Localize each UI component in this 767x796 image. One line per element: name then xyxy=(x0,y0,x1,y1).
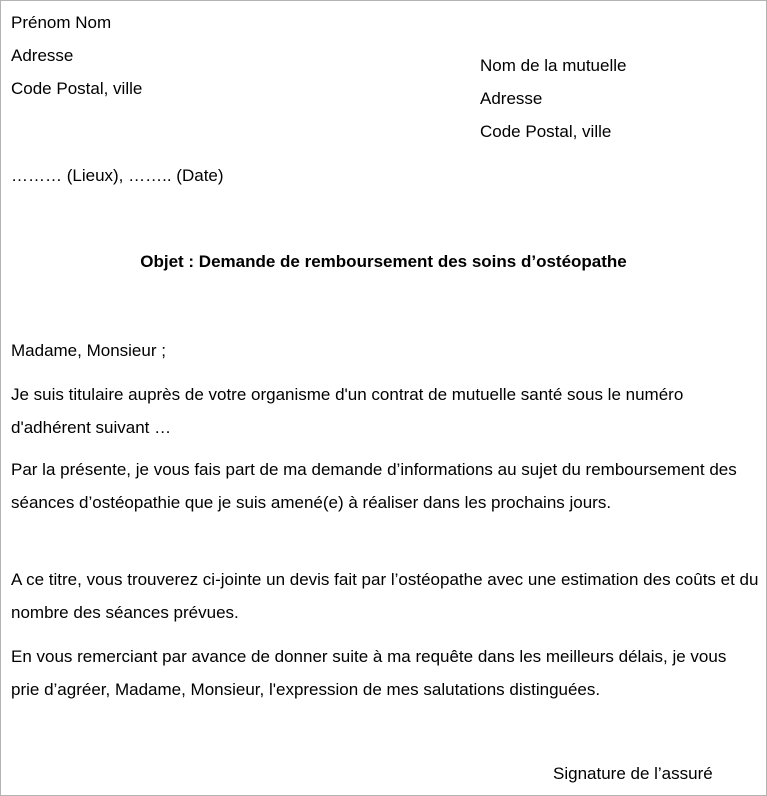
sender-city: Code Postal, ville xyxy=(11,79,143,98)
recipient-city: Code Postal, ville xyxy=(480,122,612,141)
paragraph-request: Par la présente, je vous fais part de ma demande d’informations au sujet du remboursement des séances d’ostéopathie que je suis amené(e) à réaliser dans les prochains jours. xyxy=(11,460,737,512)
letter-subject: Objet : Demande de remboursement des soins d’ostéopathe xyxy=(140,252,627,271)
signature-label: Signature de l’assuré xyxy=(553,764,713,783)
paragraph-closing: En vous remerciant par avance de donner suite à ma requête dans les meilleurs délais, je vous prie d’agréer, Madame, Monsieur, l'expression de mes salutations distinguées. xyxy=(11,647,727,699)
recipient-name: Nom de la mutuelle xyxy=(480,56,627,75)
recipient-address: Adresse xyxy=(480,89,543,108)
sender-address: Adresse xyxy=(11,46,74,65)
sender-name: Prénom Nom xyxy=(11,13,112,32)
salutation: Madame, Monsieur ; xyxy=(11,341,166,360)
paragraph-quote: A ce titre, vous trouverez ci-jointe un devis fait par l’ostéopathe avec une estimation des coûts et du nombre des séances prévues. xyxy=(11,570,759,622)
paragraph-contract: Je suis titulaire auprès de votre organisme d'un contrat de mutuelle santé sous le numéro d'adhérent suivant … xyxy=(11,385,684,437)
place-date: ……… (Lieux), …….. (Date) xyxy=(11,166,224,185)
